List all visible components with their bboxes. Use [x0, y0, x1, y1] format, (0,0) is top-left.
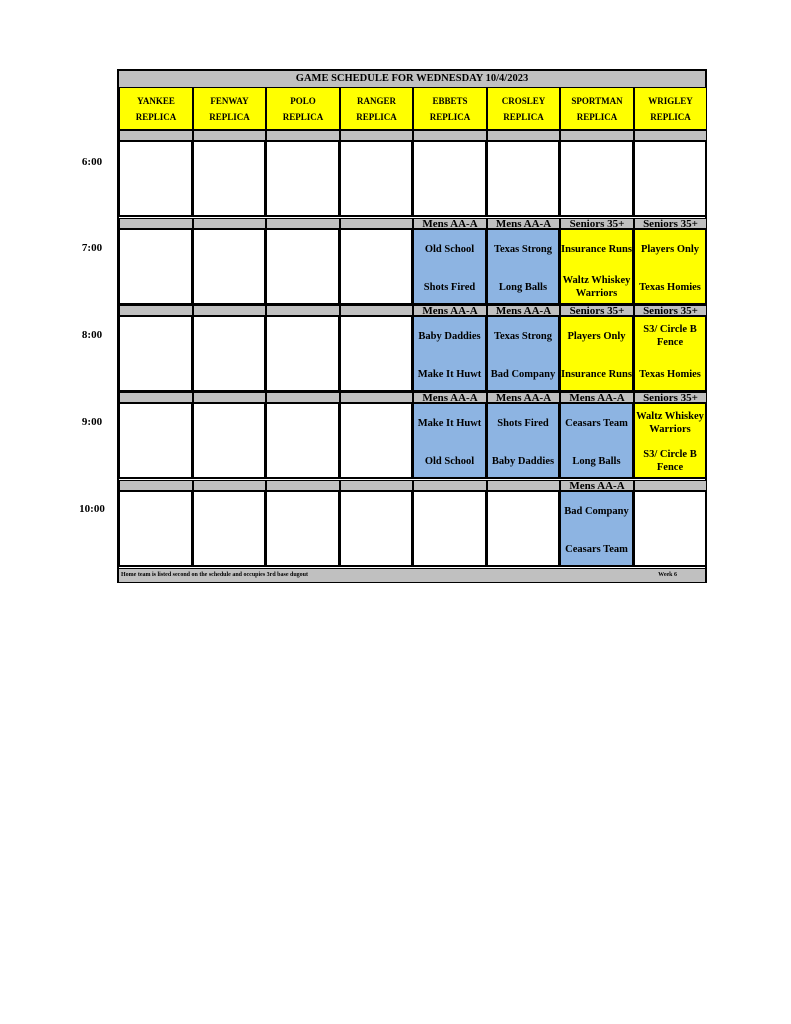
game-cell — [413, 403, 487, 479]
visiting-team: Baby Daddies — [418, 330, 481, 342]
empty-slot — [634, 141, 707, 217]
game-cell — [560, 491, 634, 567]
schedule-footer — [119, 568, 705, 582]
division-label: Mens AA-A — [487, 392, 560, 403]
empty-slot — [487, 491, 560, 567]
home-team: Texas Homies — [639, 281, 701, 293]
field-header-5 — [487, 87, 560, 130]
empty-slot — [193, 403, 266, 479]
game-cell — [413, 229, 487, 305]
empty-slot — [634, 491, 707, 567]
division-label — [634, 130, 707, 141]
field-sub: REPLICA — [282, 111, 324, 122]
home-team: S3/ Circle B Fence — [643, 449, 697, 473]
empty-slot — [193, 491, 266, 567]
visiting-team: Bad Company — [564, 505, 629, 517]
division-label — [119, 305, 193, 316]
division-label — [340, 218, 413, 229]
division-label — [193, 130, 266, 141]
division-label: Mens AA-A — [560, 480, 634, 491]
division-label: Seniors 35+ — [560, 305, 634, 316]
game-cell — [560, 229, 634, 305]
division-label — [340, 392, 413, 403]
empty-slot — [413, 141, 487, 217]
home-team: Texas Homies — [639, 368, 701, 380]
field-header-6 — [560, 87, 634, 130]
game-cell — [487, 403, 560, 479]
division-label — [413, 130, 487, 141]
game-cell — [487, 229, 560, 305]
visiting-team: Old School — [424, 243, 475, 255]
schedule-title: GAME SCHEDULE FOR WEDNESDAY 10/4/2023 — [119, 71, 705, 88]
division-label — [340, 480, 413, 491]
division-label: Mens AA-A — [560, 392, 634, 403]
home-team: Insurance Runs — [561, 368, 632, 380]
empty-slot — [340, 229, 413, 305]
empty-slot — [340, 491, 413, 567]
empty-slot — [119, 491, 193, 567]
schedule-sheet — [117, 69, 707, 583]
division-label: Mens AA-A — [413, 305, 487, 316]
field-name: CROSLEY — [501, 95, 546, 106]
empty-slot — [266, 229, 340, 305]
empty-slot — [193, 141, 266, 217]
division-label — [193, 218, 266, 229]
footer-week: Week 6 — [658, 572, 677, 578]
division-label — [560, 130, 634, 141]
visiting-team: Players Only — [640, 243, 700, 255]
visiting-team: Waltz Whiskey Warriors — [636, 411, 704, 435]
division-label — [119, 392, 193, 403]
field-sub: REPLICA — [650, 111, 691, 122]
empty-slot — [119, 316, 193, 392]
visiting-team: Ceasars Team — [565, 417, 628, 429]
division-label — [413, 480, 487, 491]
division-label — [487, 130, 560, 141]
field-name: POLO — [290, 95, 316, 106]
division-label: Seniors 35+ — [560, 218, 634, 229]
home-team: Baby Daddies — [491, 455, 555, 467]
game-cell — [487, 316, 560, 392]
home-team: Ceasars Team — [565, 543, 628, 555]
field-sub: REPLICA — [429, 111, 471, 122]
division-label — [266, 218, 340, 229]
visiting-team: S3/ Circle B Fence — [643, 324, 697, 348]
empty-slot — [266, 316, 340, 392]
division-label — [193, 305, 266, 316]
division-label — [193, 392, 266, 403]
time-label: 8:00 — [81, 329, 103, 341]
empty-slot — [340, 316, 413, 392]
empty-slot — [193, 229, 266, 305]
game-cell — [634, 403, 707, 479]
division-label — [487, 480, 560, 491]
field-header-1 — [193, 87, 266, 130]
home-team: Old School — [424, 455, 475, 467]
game-cell — [634, 316, 707, 392]
division-label: Seniors 35+ — [634, 392, 707, 403]
division-label — [340, 130, 413, 141]
division-label — [266, 392, 340, 403]
visiting-team: Make It Huwt — [417, 417, 482, 429]
empty-slot — [119, 403, 193, 479]
field-name: FENWAY — [210, 95, 249, 106]
field-name: YANKEE — [137, 95, 175, 106]
division-label — [266, 305, 340, 316]
empty-slot — [340, 141, 413, 217]
empty-slot — [119, 141, 193, 217]
division-label — [119, 218, 193, 229]
visiting-team: Players Only — [567, 330, 626, 342]
empty-slot — [487, 141, 560, 217]
field-sub: REPLICA — [576, 111, 618, 122]
field-header-2 — [266, 87, 340, 130]
game-cell — [560, 403, 634, 479]
division-label — [266, 130, 340, 141]
division-label — [193, 480, 266, 491]
field-header-4 — [413, 87, 487, 130]
field-header-0 — [119, 87, 193, 130]
division-label: Mens AA-A — [487, 305, 560, 316]
game-cell — [413, 316, 487, 392]
visiting-team: Texas Strong — [493, 330, 553, 342]
footer-note: Home team is listed second on the schedule and occupies 3rd base dugout — [121, 572, 309, 578]
division-label — [119, 480, 193, 491]
home-team: Make It Huwt — [417, 368, 482, 380]
time-label: 7:00 — [81, 242, 103, 254]
empty-slot — [266, 491, 340, 567]
division-label: Mens AA-A — [413, 392, 487, 403]
empty-slot — [340, 403, 413, 479]
time-label: 10:00 — [79, 503, 105, 515]
time-label: 9:00 — [81, 416, 103, 428]
empty-slot — [193, 316, 266, 392]
division-label: Seniors 35+ — [634, 305, 707, 316]
division-label — [634, 480, 707, 491]
division-label — [266, 480, 340, 491]
field-sub: REPLICA — [135, 111, 177, 122]
empty-slot — [413, 491, 487, 567]
field-name: EBBETS — [432, 95, 468, 106]
home-team: Waltz Whiskey Warriors — [562, 275, 631, 299]
division-label — [119, 130, 193, 141]
empty-slot — [266, 141, 340, 217]
empty-slot — [119, 229, 193, 305]
division-label: Seniors 35+ — [634, 218, 707, 229]
field-sub: REPLICA — [503, 111, 544, 122]
field-header-7 — [634, 87, 707, 130]
field-header-3 — [340, 87, 413, 130]
home-team: Shots Fired — [423, 281, 476, 293]
empty-slot — [266, 403, 340, 479]
game-cell — [560, 316, 634, 392]
field-name: RANGER — [356, 95, 396, 106]
visiting-team: Texas Strong — [493, 243, 553, 255]
game-cell — [634, 229, 707, 305]
division-label: Mens AA-A — [487, 218, 560, 229]
field-name: SPORTMAN — [571, 95, 623, 106]
home-team: Long Balls — [498, 281, 548, 293]
visiting-team: Insurance Runs — [561, 243, 632, 255]
home-team: Long Balls — [572, 455, 621, 467]
home-team: Bad Company — [490, 368, 556, 380]
visiting-team: Shots Fired — [497, 417, 549, 429]
time-label: 6:00 — [81, 156, 103, 168]
field-sub: REPLICA — [209, 111, 250, 122]
empty-slot — [560, 141, 634, 217]
field-name: WRIGLEY — [648, 95, 693, 106]
field-sub: REPLICA — [356, 111, 397, 122]
division-label: Mens AA-A — [413, 218, 487, 229]
division-label — [340, 305, 413, 316]
